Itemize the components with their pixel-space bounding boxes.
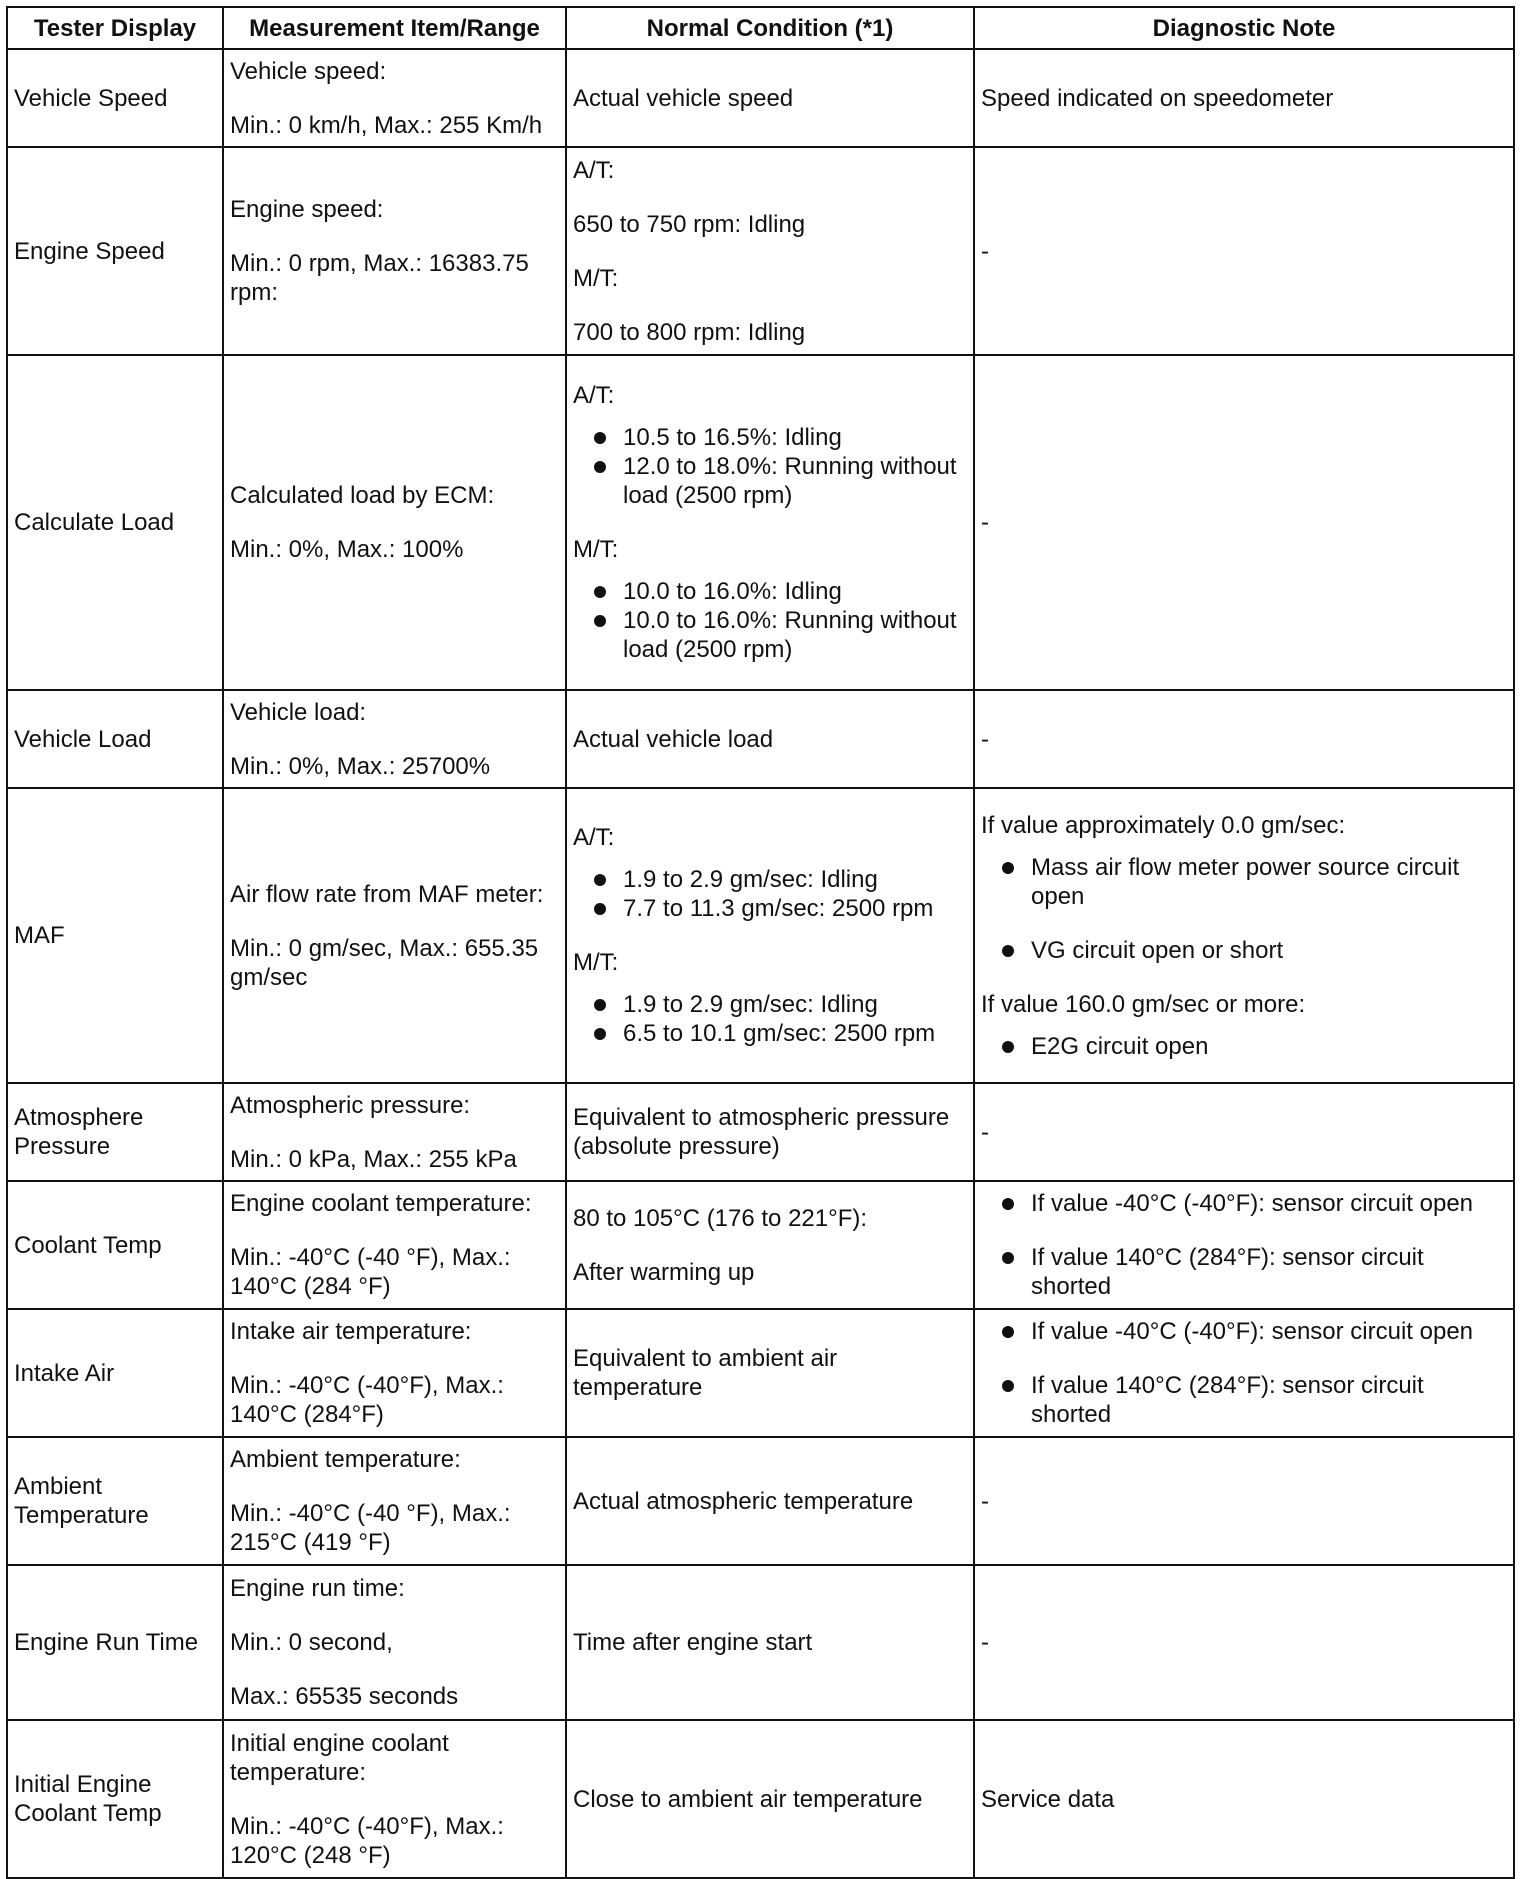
- table-row: [7, 1437, 1514, 1565]
- cell-normal-condition: Actual vehicle load: [566, 690, 974, 788]
- measurement-line: Min.: 0 gm/sec, Max.: 655.35 gm/sec: [230, 934, 539, 991]
- cell-normal-condition: Equivalent to ambient air temperature: [566, 1309, 974, 1437]
- list-item: 1.9 to 2.9 gm/sec: Idling: [573, 865, 967, 894]
- normal-mt-list: [573, 990, 967, 1048]
- cell-normal-condition: [566, 355, 974, 690]
- normal-line: After warming up: [573, 1258, 755, 1286]
- cell-diagnostic-note: [974, 788, 1514, 1083]
- cell-normal-condition: [566, 147, 974, 355]
- cell-tester-display: Calculate Load: [7, 355, 223, 690]
- measurement-line: Calculated load by ECM:: [230, 482, 495, 509]
- list-item: If value 140°C (284°F): sensor circuit shorted: [981, 1243, 1507, 1301]
- list-item: If value -40°C (-40°F): sensor circuit open: [981, 1189, 1507, 1218]
- table-row: [7, 788, 1514, 1083]
- cell-normal-condition: [566, 1181, 974, 1309]
- table-row: [7, 1181, 1514, 1309]
- normal-line: 700 to 800 rpm: Idling: [573, 318, 806, 346]
- cell-measurement: [223, 1083, 566, 1181]
- list-item: 10.5 to 16.5%: Idling: [573, 423, 967, 452]
- measurement-line: Min.: -40°C (-40°F), Max.: 120°C (248 °F): [230, 1812, 504, 1869]
- note-low-label: If value approximately 0.0 gm/sec:: [981, 811, 1346, 839]
- measurement-line: Ambient temperature:: [230, 1446, 461, 1473]
- normal-at-list: [573, 865, 967, 923]
- cell-tester-display: Intake Air: [7, 1309, 223, 1437]
- cell-diagnostic-note: -: [974, 147, 1514, 355]
- table-row: [7, 355, 1514, 690]
- measurement-line: Min.: 0 kPa, Max.: 255 kPa: [230, 1145, 517, 1173]
- measurement-line: Min.: 0 km/h, Max.: 255 Km/h: [230, 111, 543, 139]
- cell-tester-display: Initial Engine Coolant Temp: [7, 1720, 223, 1878]
- cell-diagnostic-note: -: [974, 1565, 1514, 1720]
- note-list: [981, 1189, 1507, 1301]
- cell-diagnostic-note: [974, 1181, 1514, 1309]
- normal-at-list: [573, 423, 967, 510]
- normal-mt-list: [573, 577, 967, 664]
- table-row: [7, 1309, 1514, 1437]
- col-header-diagnostic-note: Diagnostic Note: [974, 7, 1514, 49]
- normal-mt-label: M/T:: [573, 949, 619, 976]
- cell-measurement: [223, 49, 566, 147]
- normal-mt-label: M/T:: [573, 536, 619, 563]
- note-high-label: If value 160.0 gm/sec or more:: [981, 990, 1306, 1018]
- list-item: 10.0 to 16.0%: Running without load (2500 rpm): [573, 606, 967, 664]
- cell-measurement: [223, 1565, 566, 1720]
- cell-diagnostic-note: -: [974, 1437, 1514, 1565]
- cell-normal-condition: Time after engine start: [566, 1565, 974, 1720]
- note-low-list: [981, 853, 1507, 965]
- list-item: E2G circuit open: [981, 1032, 1507, 1061]
- cell-diagnostic-note: -: [974, 1083, 1514, 1181]
- list-item: 1.9 to 2.9 gm/sec: Idling: [573, 990, 967, 1019]
- cell-tester-display: Engine Run Time: [7, 1565, 223, 1720]
- cell-tester-display: Coolant Temp: [7, 1181, 223, 1309]
- cell-normal-condition: [566, 788, 974, 1083]
- cell-measurement: [223, 1309, 566, 1437]
- list-item: 7.7 to 11.3 gm/sec: 2500 rpm: [573, 894, 967, 923]
- col-header-measurement: Measurement Item/Range: [223, 7, 566, 49]
- cell-normal-condition: Equivalent to atmospheric pressure (absolute pressure): [566, 1083, 974, 1181]
- table-row: [7, 1720, 1514, 1878]
- measurement-line: Min.: -40°C (-40 °F), Max.: 215°C (419 °F): [230, 1500, 511, 1556]
- cell-diagnostic-note: -: [974, 355, 1514, 690]
- col-header-tester-display: Tester Display: [7, 7, 223, 49]
- measurement-line: Min.: -40°C (-40°F), Max.: 140°C (284°F): [230, 1372, 504, 1428]
- list-item: 10.0 to 16.0%: Idling: [573, 577, 967, 606]
- data-list-table: [6, 6, 1515, 1879]
- list-item: VG circuit open or short: [981, 936, 1507, 965]
- measurement-line: Air flow rate from MAF meter:: [230, 880, 544, 908]
- cell-tester-display: Atmosphere Pressure: [7, 1083, 223, 1181]
- cell-tester-display: Engine Speed: [7, 147, 223, 355]
- measurement-line: Min.: 0 second,: [230, 1629, 393, 1656]
- measurement-line: Initial engine coolant temperature:: [230, 1729, 449, 1786]
- table-row: [7, 147, 1514, 355]
- cell-measurement: [223, 690, 566, 788]
- cell-diagnostic-note: [974, 1309, 1514, 1437]
- measurement-line: Engine run time:: [230, 1575, 405, 1602]
- note-list: [981, 1317, 1507, 1429]
- normal-line: A/T:: [573, 156, 615, 184]
- list-item: Mass air flow meter power source circuit open: [981, 853, 1507, 911]
- measurement-line: Min.: 0%, Max.: 100%: [230, 536, 464, 563]
- normal-at-label: A/T:: [573, 382, 615, 409]
- cell-tester-display: MAF: [7, 788, 223, 1083]
- cell-diagnostic-note: -: [974, 690, 1514, 788]
- measurement-line: Min.: 0 rpm, Max.: 16383.75 rpm:: [230, 250, 529, 306]
- cell-tester-display: Vehicle Load: [7, 690, 223, 788]
- cell-normal-condition: Close to ambient air temperature: [566, 1720, 974, 1878]
- cell-measurement: [223, 1720, 566, 1878]
- measurement-line: Vehicle load:: [230, 698, 367, 726]
- measurement-line: Min.: -40°C (-40 °F), Max.: 140°C (284 °F): [230, 1244, 511, 1300]
- measurement-line: Engine coolant temperature:: [230, 1190, 532, 1217]
- measurement-line: Max.: 65535 seconds: [230, 1683, 459, 1710]
- measurement-line: Atmospheric pressure:: [230, 1091, 471, 1119]
- cell-measurement: [223, 788, 566, 1083]
- cell-tester-display: Ambient Temperature: [7, 1437, 223, 1565]
- cell-measurement: [223, 1181, 566, 1309]
- cell-diagnostic-note: Service data: [974, 1720, 1514, 1878]
- col-header-normal-condition: Normal Condition (*1): [566, 7, 974, 49]
- cell-measurement: [223, 1437, 566, 1565]
- measurement-line: Vehicle speed:: [230, 57, 387, 85]
- document: [6, 6, 1513, 1879]
- list-item: 6.5 to 10.1 gm/sec: 2500 rpm: [573, 1019, 967, 1048]
- measurement-line: Min.: 0%, Max.: 25700%: [230, 752, 491, 780]
- table-row: [7, 1565, 1514, 1720]
- cell-measurement: [223, 355, 566, 690]
- cell-normal-condition: Actual vehicle speed: [566, 49, 974, 147]
- table-row: [7, 690, 1514, 788]
- measurement-line: Engine speed:: [230, 196, 384, 223]
- normal-line: 650 to 750 rpm: Idling: [573, 210, 806, 238]
- table-row: [7, 1083, 1514, 1181]
- list-item: 12.0 to 18.0%: Running without load (2500 rpm): [573, 452, 967, 510]
- cell-diagnostic-note: Speed indicated on speedometer: [974, 49, 1514, 147]
- cell-measurement: [223, 147, 566, 355]
- note-high-list: [981, 1032, 1507, 1061]
- cell-normal-condition: Actual atmospheric temperature: [566, 1437, 974, 1565]
- header-row: [7, 7, 1514, 49]
- list-item: If value 140°C (284°F): sensor circuit shorted: [981, 1371, 1507, 1429]
- table-row: [7, 49, 1514, 147]
- normal-line: M/T:: [573, 264, 619, 292]
- normal-line: 80 to 105°C (176 to 221°F):: [573, 1204, 868, 1232]
- list-item: If value -40°C (-40°F): sensor circuit open: [981, 1317, 1507, 1346]
- cell-tester-display: Vehicle Speed: [7, 49, 223, 147]
- normal-at-label: A/T:: [573, 824, 615, 851]
- measurement-line: Intake air temperature:: [230, 1318, 472, 1345]
